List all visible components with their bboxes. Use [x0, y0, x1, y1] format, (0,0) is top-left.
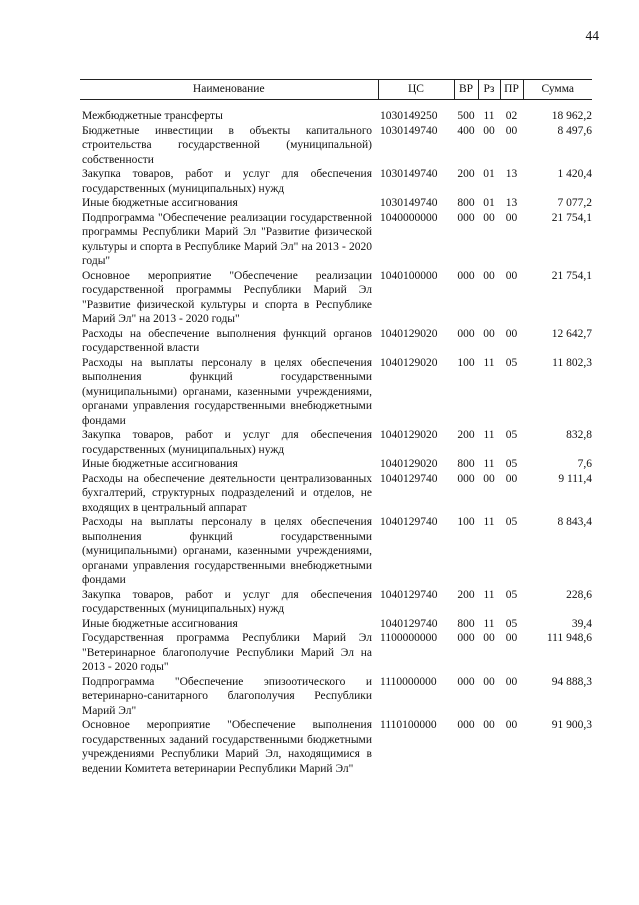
row-cs-code: 1040129740	[380, 472, 438, 485]
row-vr-code: 000	[457, 675, 475, 688]
row-sum: 91 900,3	[551, 719, 592, 731]
row-vr-code: 200	[457, 429, 475, 441]
row-pr-code: 00	[505, 675, 518, 688]
row-vr-code: 800	[457, 458, 475, 470]
table-row	[80, 617, 592, 632]
row-vr-code: 000	[457, 327, 475, 340]
row-sum: 228,6	[566, 588, 592, 601]
row-name: Бюджетные инвестиции в объекты капитального строительства государственной (муниципальной) собственности	[82, 124, 372, 166]
row-sum: 1 420,4	[557, 168, 592, 180]
row-sum: 7 077,2	[557, 197, 592, 209]
table-row	[80, 269, 592, 327]
row-cs-code: 1040129740	[380, 588, 438, 601]
table-row	[80, 124, 592, 168]
table-row	[80, 109, 592, 124]
row-vr-code: 100	[457, 516, 475, 528]
table-row	[80, 472, 592, 516]
row-rz-code: 11	[483, 429, 495, 441]
row-pr-code: 05	[505, 356, 518, 369]
row-rz-code: 00	[483, 327, 495, 340]
row-sum: 18 962,2	[551, 110, 592, 122]
table-row	[80, 196, 592, 211]
table-row	[80, 457, 592, 472]
budget-table	[80, 79, 592, 776]
row-name: Расходы на обеспечение деятельности централизованных бухгалтерий, структурных подразделений и отделов, не входящих в центральный аппарат	[82, 472, 372, 514]
row-pr-code: 00	[505, 327, 518, 340]
row-rz-code: 00	[483, 269, 495, 282]
row-vr-code: 000	[457, 719, 475, 731]
header-name: Наименование	[80, 80, 378, 100]
row-pr-code: 00	[505, 719, 518, 731]
row-rz-code: 00	[483, 719, 495, 731]
table-row	[80, 515, 592, 588]
header-vr: ВР	[454, 80, 478, 100]
row-cs-code: 1040129020	[380, 356, 438, 369]
row-vr-code: 100	[457, 356, 475, 369]
row-vr-code: 200	[457, 168, 475, 180]
row-pr-code: 05	[505, 588, 518, 601]
row-vr-code: 200	[457, 588, 475, 601]
row-rz-code: 00	[483, 211, 495, 224]
row-cs-code: 1030149740	[380, 168, 438, 180]
row-name: Закупка товаров, работ и услуг для обеспечения государственных (муниципальных) нужд	[82, 429, 372, 456]
row-cs-code: 1040100000	[380, 269, 438, 282]
row-cs-code: 1030149250	[380, 110, 438, 122]
row-pr-code: 00	[505, 269, 518, 282]
table-row	[80, 327, 592, 356]
row-name: Основное мероприятие "Обеспечение реализации государственной программы Республики Марий Эл "Развитие физической культуры и спорта в Республике Марий Эл" на 2013 - 2020 годы"	[82, 269, 372, 325]
row-sum: 832,8	[566, 429, 592, 441]
row-rz-code: 01	[483, 197, 495, 209]
row-sum: 8 497,6	[557, 124, 592, 137]
row-name: Расходы на выплаты персоналу в целях обеспечения выполнения функций государственными (муниципальными) органами, казенными учреждениями, органами управления государственными внебюджетными фондами	[82, 516, 372, 586]
row-vr-code: 800	[457, 197, 475, 209]
row-name: Закупка товаров, работ и услуг для обеспечения государственных (муниципальных) нужд	[82, 588, 372, 615]
row-pr-code: 00	[505, 472, 518, 485]
row-name: Иные бюджетные ассигнования	[82, 458, 238, 470]
row-cs-code: 1040129020	[380, 458, 438, 470]
header-rz: Рз	[478, 80, 500, 100]
row-cs-code: 1040129020	[380, 429, 438, 441]
row-vr-code: 000	[457, 632, 475, 644]
row-cs-code: 1030149740	[380, 124, 438, 137]
header-pr: ПР	[500, 80, 523, 100]
row-rz-code: 11	[483, 516, 495, 528]
row-name: Межбюджетные трансферты	[82, 110, 223, 122]
row-rz-code: 00	[483, 124, 495, 137]
row-rz-code: 11	[483, 588, 495, 601]
row-pr-code: 13	[505, 168, 518, 180]
row-vr-code: 400	[457, 124, 475, 137]
table-row	[80, 167, 592, 196]
row-pr-code: 05	[505, 516, 518, 528]
row-cs-code: 1040129740	[380, 617, 438, 630]
row-rz-code: 11	[483, 617, 495, 630]
row-name: Расходы на обеспечение выполнения функций органов государственной власти	[82, 327, 372, 354]
row-name: Подпрограмма "Обеспечение эпизоотического и ветеринарно-санитарного благополучия Республики Марий Эл"	[82, 675, 372, 717]
row-name: Иные бюджетные ассигнования	[82, 197, 238, 209]
header-sum: Сумма	[523, 80, 592, 100]
row-sum: 39,4	[571, 617, 592, 630]
row-pr-code: 05	[505, 458, 518, 470]
row-rz-code: 00	[483, 472, 495, 485]
row-cs-code: 1040000000	[380, 211, 438, 224]
row-sum: 7,6	[577, 458, 592, 470]
row-vr-code: 000	[457, 211, 475, 224]
row-sum: 11 802,3	[552, 356, 592, 369]
row-vr-code: 000	[457, 269, 475, 282]
row-name: Закупка товаров, работ и услуг для обеспечения государственных (муниципальных) нужд	[82, 168, 372, 195]
row-sum: 21 754,1	[551, 211, 592, 224]
row-vr-code: 000	[457, 472, 475, 485]
row-vr-code: 500	[457, 110, 475, 122]
row-pr-code: 05	[505, 617, 518, 630]
row-name: Расходы на выплаты персоналу в целях обеспечения выполнения функций государственными (муниципальными) органами, казенными учреждениями, органами управления государственными внебюджетными фондами	[82, 356, 372, 427]
row-pr-code: 02	[505, 110, 518, 122]
row-sum: 9 111,4	[558, 472, 592, 485]
row-cs-code: 1110000000	[380, 675, 437, 688]
row-pr-code: 00	[505, 124, 518, 137]
row-pr-code: 00	[505, 632, 518, 644]
row-sum: 94 888,3	[551, 675, 592, 688]
row-pr-code: 05	[505, 429, 518, 441]
row-sum: 8 843,4	[557, 516, 592, 528]
row-vr-code: 800	[457, 617, 475, 630]
table-body	[80, 100, 592, 777]
table-header	[80, 80, 592, 100]
row-cs-code: 1040129020	[380, 327, 438, 340]
row-rz-code: 11	[483, 458, 495, 470]
row-cs-code: 1040129740	[380, 516, 438, 528]
row-sum: 21 754,1	[551, 269, 592, 282]
table-row	[80, 631, 592, 675]
row-rz-code: 00	[483, 632, 495, 644]
row-cs-code: 1030149740	[380, 197, 438, 209]
page-number: 44	[585, 28, 599, 43]
row-name: Подпрограмма "Обеспечение реализации государственной программы Республики Марий Эл "Развитие физической культуры и спорта в Республике Марий Эл" на 2013 - 2020 годы"	[82, 211, 372, 267]
row-name: Иные бюджетные ассигнования	[82, 617, 238, 630]
table-row	[80, 718, 592, 776]
row-name: Государственная программа Республики Марий Эл "Ветеринарное благополучие Республики Марий Эл на 2013 - 2020 годы"	[82, 632, 372, 673]
row-pr-code: 13	[505, 197, 518, 209]
table-row	[80, 428, 592, 457]
row-sum: 12 642,7	[551, 327, 592, 340]
table-row	[80, 211, 592, 269]
row-rz-code: 00	[483, 675, 495, 688]
table-row	[80, 588, 592, 617]
table-row	[80, 356, 592, 429]
row-pr-code: 00	[505, 211, 518, 224]
header-cs: ЦС	[378, 80, 454, 100]
row-sum: 111 948,6	[546, 632, 592, 644]
row-cs-code: 1110100000	[380, 719, 437, 731]
row-rz-code: 11	[483, 356, 495, 369]
row-cs-code: 1100000000	[380, 632, 438, 644]
row-name: Основное мероприятие "Обеспечение выполнения государственных заданий государственными бюджетными учреждениями Республики Марий Эл, находящимися в ведении Комитета ветеринарии Республики Марий Эл"	[82, 719, 372, 775]
table-row	[80, 675, 592, 719]
row-rz-code: 01	[483, 168, 495, 180]
row-rz-code: 11	[483, 110, 495, 122]
